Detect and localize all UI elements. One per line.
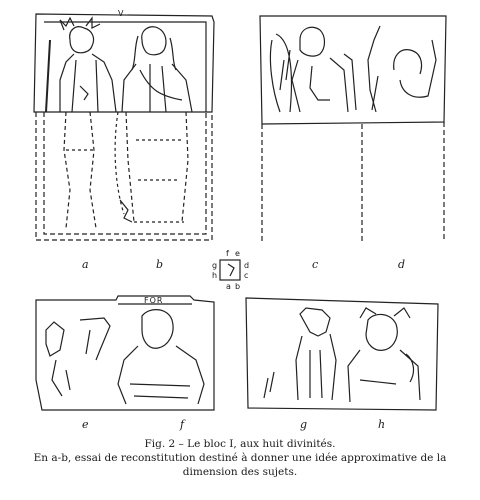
top-mark: V	[118, 9, 125, 18]
panel-label-g: g	[300, 418, 308, 431]
panel-label-h: h	[378, 418, 386, 431]
block-face-f: f	[226, 249, 229, 258]
block-diagram	[220, 260, 240, 280]
block-face-h: h	[212, 271, 218, 280]
figure-caption-title: Fig. 2 – Le bloc I, aux huit divinités.	[144, 438, 336, 450]
panel-label-b: b	[156, 258, 164, 271]
block-face-c: c	[244, 271, 249, 280]
block-face-d: d	[244, 261, 250, 270]
panel-label-d: d	[398, 258, 406, 271]
panel-gh-relief	[246, 298, 438, 410]
figure-caption-line3: dimension des sujets.	[182, 466, 298, 478]
block-face-e: e	[235, 249, 240, 258]
panel-label-c: c	[312, 258, 319, 271]
panel-ef-relief	[36, 296, 214, 410]
panel-label-e: e	[82, 418, 89, 431]
panel-label-f: f	[180, 418, 185, 431]
panel-label-a: a	[82, 258, 89, 271]
block-face-a: a	[226, 282, 231, 291]
panel-cd-relief	[260, 16, 446, 242]
block-face-b: b	[235, 282, 241, 291]
panel-ab-relief	[34, 14, 214, 240]
block-face-g: g	[212, 261, 218, 270]
inscription-text: FOR	[144, 296, 164, 305]
figure-caption-line2: En a-b, essai de reconstitution destiné à donner une idée approximative de la	[33, 452, 447, 464]
